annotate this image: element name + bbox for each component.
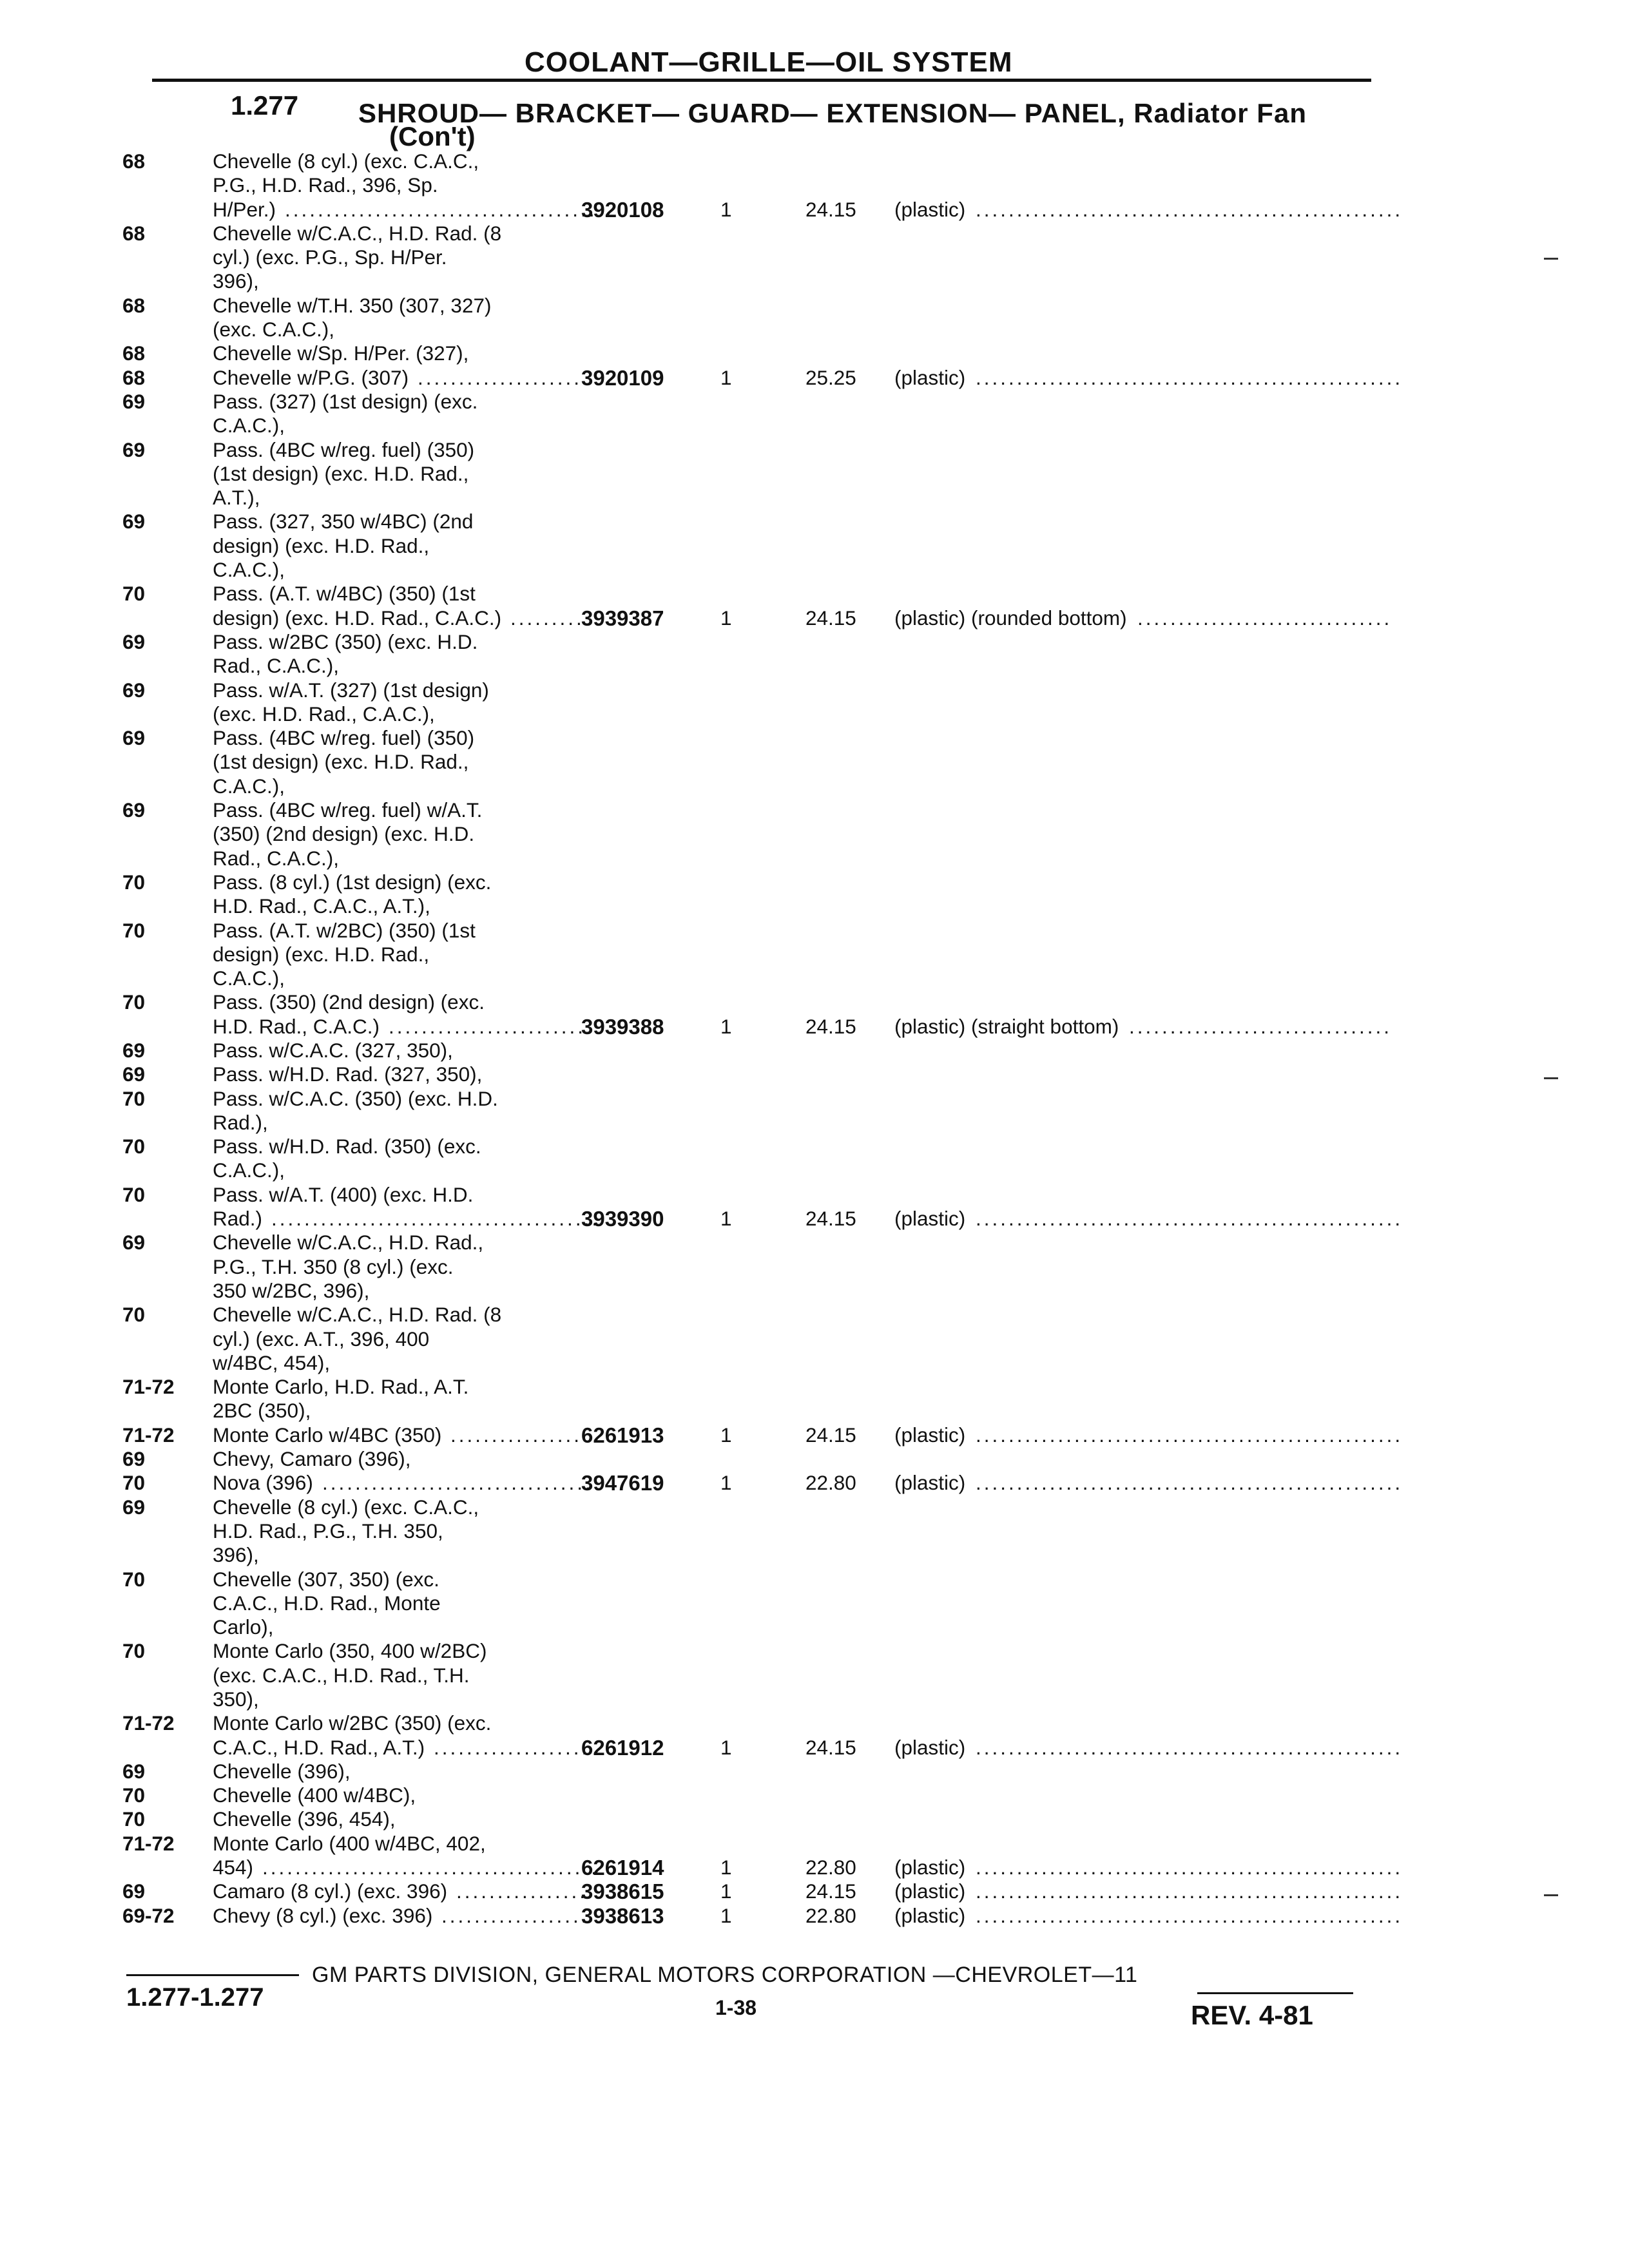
parts-row xyxy=(122,197,1403,222)
application-desc: Chevelle w/C.A.C., H.D. Rad. (8 xyxy=(213,1303,502,1327)
parts-row xyxy=(122,1615,1379,1639)
application-desc: Monte Carlo w/4BC (350) xyxy=(213,1423,442,1446)
dot-leader: ........................................ xyxy=(271,1207,601,1231)
parts-row xyxy=(122,1591,1379,1615)
remark: (plastic) xyxy=(894,1423,966,1446)
parts-row xyxy=(122,1327,1379,1351)
model-year: 71-72 xyxy=(122,1831,175,1855)
parts-row xyxy=(122,1879,1403,1904)
application-desc: 350 w/2BC, 396), xyxy=(213,1278,370,1302)
application-desc: Nova (396) xyxy=(213,1471,313,1495)
parts-row xyxy=(122,1255,1379,1279)
model-year: 69 xyxy=(122,1062,146,1086)
remark: (plastic) (straight bottom) xyxy=(894,1014,1119,1038)
parts-row xyxy=(122,1158,1379,1182)
application-desc: 350), xyxy=(213,1687,259,1711)
parts-row xyxy=(122,438,1379,462)
application-desc: Chevelle (400 w/4BC), xyxy=(213,1783,416,1807)
quantity: 1 xyxy=(720,1207,732,1231)
model-year: 70 xyxy=(122,582,146,606)
remark: (plastic) xyxy=(894,1903,966,1927)
application-desc: C.A.C.), xyxy=(213,774,285,798)
application-desc: Pass. w/C.A.C. (350) (exc. H.D. xyxy=(213,1086,498,1110)
parts-row xyxy=(122,1183,1379,1207)
parts-row xyxy=(122,222,1379,245)
application-desc: Monte Carlo (350, 400 w/2BC) xyxy=(213,1639,487,1663)
quantity: 1 xyxy=(720,1471,732,1495)
parts-row xyxy=(122,365,1403,390)
parts-row xyxy=(122,1471,1403,1495)
list-price: 22.80 xyxy=(805,1856,856,1879)
parts-row xyxy=(122,726,1379,750)
parts-row xyxy=(122,1711,1379,1735)
quantity: 1 xyxy=(720,197,732,221)
application-desc: H.D. Rad., P.G., T.H. 350, xyxy=(213,1519,443,1542)
application-desc: (exc. C.A.C., H.D. Rad., T.H. xyxy=(213,1663,470,1687)
model-year: 69 xyxy=(122,1759,146,1783)
part-number: 3920109 xyxy=(581,365,664,390)
dot-leader: ............................... xyxy=(1137,606,1393,629)
margin-mark xyxy=(1544,258,1558,260)
application-desc: Monte Carlo, H.D. Rad., A.T. xyxy=(213,1375,469,1399)
dot-leader: ................................ xyxy=(1129,1014,1393,1038)
application-desc: w/4BC, 454), xyxy=(213,1350,331,1374)
parts-row xyxy=(122,750,1379,774)
model-year: 71-72 xyxy=(122,1375,175,1399)
parts-row xyxy=(122,1375,1379,1399)
remark: (plastic) xyxy=(894,1856,966,1879)
model-year: 70 xyxy=(122,1471,146,1495)
quantity: 1 xyxy=(720,606,732,629)
application-desc: Pass. w/H.D. Rad. (327, 350), xyxy=(213,1062,483,1086)
application-desc: Chevelle w/Sp. H/Per. (327), xyxy=(213,341,469,365)
application-desc: C.A.C.), xyxy=(213,1158,285,1182)
parts-row xyxy=(122,630,1379,654)
application-desc: Pass. w/C.A.C. (327, 350), xyxy=(213,1038,453,1062)
application-desc: design) (exc. H.D. Rad., C.A.C.) xyxy=(213,606,502,629)
model-year: 69-72 xyxy=(122,1903,175,1927)
list-price: 24.15 xyxy=(805,606,856,629)
dot-leader: .................................................... xyxy=(976,1207,1403,1231)
application-desc: Rad., C.A.C.), xyxy=(213,654,340,678)
parts-row xyxy=(122,1495,1379,1519)
application-desc: cyl.) (exc. P.G., Sp. H/Per. xyxy=(213,245,447,269)
dot-leader: ........................ xyxy=(389,1014,586,1038)
parts-row xyxy=(122,1351,1379,1375)
model-year: 70 xyxy=(122,1567,146,1591)
application-desc: Chevelle (307, 350) (exc. xyxy=(213,1567,439,1591)
application-desc: Pass. w/2BC (350) (exc. H.D. xyxy=(213,629,478,653)
dot-leader: .................................................... xyxy=(976,1735,1403,1759)
model-year: 69 xyxy=(122,1447,146,1471)
footer-rule-right xyxy=(1197,1992,1353,1994)
application-desc: Pass. w/H.D. Rad. (350) (exc. xyxy=(213,1135,481,1158)
application-desc: Chevy, Camaro (396), xyxy=(213,1447,411,1471)
model-year: 68 xyxy=(122,341,146,365)
parts-row xyxy=(122,1543,1379,1567)
application-desc: C.A.C., H.D. Rad., Monte xyxy=(213,1591,441,1615)
parts-row xyxy=(122,1783,1379,1807)
application-desc: Rad.) xyxy=(213,1207,263,1231)
part-number: 6261914 xyxy=(581,1856,664,1880)
model-year: 69 xyxy=(122,678,146,702)
model-year: 70 xyxy=(122,1086,146,1110)
footer-rule-left xyxy=(126,1974,299,1976)
application-desc: design) (exc. H.D. Rad., xyxy=(213,533,430,557)
parts-row xyxy=(122,245,1379,269)
model-year: 70 xyxy=(122,990,146,1014)
application-desc: Carlo), xyxy=(213,1615,274,1639)
remark: (plastic) xyxy=(894,365,966,389)
part-number: 3938613 xyxy=(581,1903,664,1928)
part-number: 3947619 xyxy=(581,1471,664,1495)
application-desc: design) (exc. H.D. Rad., xyxy=(213,942,430,966)
parts-row xyxy=(122,1735,1403,1760)
part-number: 6261913 xyxy=(581,1423,664,1447)
application-desc: Chevelle w/C.A.C., H.D. Rad., xyxy=(213,1231,484,1254)
dot-leader: .................................................... xyxy=(976,1423,1403,1446)
list-price: 22.80 xyxy=(805,1471,856,1495)
parts-row xyxy=(122,1568,1379,1591)
parts-row xyxy=(122,1111,1379,1135)
application-desc: Rad., C.A.C.), xyxy=(213,846,340,870)
list-price: 24.15 xyxy=(805,197,856,221)
application-desc: H.D. Rad., C.A.C., A.T.), xyxy=(213,894,430,918)
list-price: 25.25 xyxy=(805,365,856,389)
parts-row xyxy=(122,1832,1379,1856)
parts-row xyxy=(122,654,1379,678)
remark: (plastic) xyxy=(894,1471,966,1495)
parts-row xyxy=(122,510,1379,533)
parts-row xyxy=(122,990,1379,1014)
model-year: 70 xyxy=(122,1783,146,1807)
remark: (plastic) xyxy=(894,1207,966,1231)
dot-leader: .................................................... xyxy=(976,1471,1403,1495)
parts-row xyxy=(122,870,1379,894)
parts-row xyxy=(122,606,1393,630)
parts-row xyxy=(122,678,1379,702)
application-desc: Chevelle w/P.G. (307) xyxy=(213,365,409,389)
list-price: 22.80 xyxy=(805,1903,856,1927)
remark: (plastic) xyxy=(894,1879,966,1903)
dot-leader: .................................................... xyxy=(976,365,1403,389)
list-price: 24.15 xyxy=(805,1879,856,1903)
parts-row xyxy=(122,486,1379,510)
dot-leader: ...................................... xyxy=(285,197,597,221)
section-continued: (Con't) xyxy=(389,121,476,151)
dot-leader: .................................................... xyxy=(976,1856,1403,1879)
parts-row xyxy=(122,390,1379,414)
parts-row xyxy=(122,894,1379,918)
parts-row xyxy=(122,1519,1379,1543)
part-number: 3939390 xyxy=(581,1207,664,1231)
list-price: 24.15 xyxy=(805,1014,856,1038)
parts-row xyxy=(122,1807,1379,1831)
application-desc: H/Per.) xyxy=(213,197,276,221)
quantity: 1 xyxy=(720,365,732,389)
model-year: 70 xyxy=(122,870,146,894)
dot-leader: ................................. xyxy=(322,1471,593,1495)
footer-section-ref: 1.277-1.277 xyxy=(126,1983,264,2012)
dot-leader: .................................................... xyxy=(976,197,1403,221)
page-header-title: COOLANT—GRILLE—OIL SYSTEM xyxy=(525,46,1013,78)
margin-mark xyxy=(1544,1894,1558,1896)
application-desc: Chevy (8 cyl.) (exc. 396) xyxy=(213,1903,433,1927)
list-price: 24.15 xyxy=(805,1423,856,1446)
parts-row xyxy=(122,1760,1379,1783)
application-desc: P.G., H.D. Rad., 396, Sp. xyxy=(213,173,438,197)
model-year: 69 xyxy=(122,1495,146,1519)
application-desc: (exc. H.D. Rad., C.A.C.), xyxy=(213,702,435,726)
application-desc: cyl.) (exc. A.T., 396, 400 xyxy=(213,1327,430,1350)
parts-row xyxy=(122,1687,1379,1711)
quantity: 1 xyxy=(720,1735,732,1759)
application-desc: C.A.C.), xyxy=(213,414,285,437)
application-desc: 2BC (350), xyxy=(213,1399,311,1423)
application-desc: Pass. (4BC w/reg. fuel) (350) xyxy=(213,726,475,750)
application-desc: Pass. (8 cyl.) (1st design) (exc. xyxy=(213,870,492,894)
footer-revision: REV. 4-81 xyxy=(1191,2000,1313,2030)
model-year: 70 xyxy=(122,1807,146,1831)
list-price: 24.15 xyxy=(805,1735,856,1759)
parts-row xyxy=(122,294,1379,318)
margin-mark xyxy=(1544,1077,1558,1079)
parts-row xyxy=(122,919,1379,943)
parts-row xyxy=(122,822,1379,846)
application-desc: Pass. (327) (1st design) (exc. xyxy=(213,389,478,413)
quantity: 1 xyxy=(720,1856,732,1879)
parts-row xyxy=(122,702,1379,726)
model-year: 68 xyxy=(122,221,146,245)
application-desc: C.A.C., H.D. Rad., A.T.) xyxy=(213,1735,425,1759)
application-desc: (1st design) (exc. H.D. Rad., xyxy=(213,461,469,485)
parts-row xyxy=(122,1135,1379,1158)
parts-row xyxy=(122,1207,1403,1231)
application-desc: Pass. w/A.T. (400) (exc. H.D. xyxy=(213,1182,474,1206)
quantity: 1 xyxy=(720,1014,732,1038)
parts-row xyxy=(122,582,1379,606)
model-year: 68 xyxy=(122,149,146,173)
application-desc: Pass. (4BC w/reg. fuel) w/A.T. xyxy=(213,798,483,822)
dot-leader: .................................................... xyxy=(976,1879,1403,1903)
application-desc: P.G., T.H. 350 (8 cyl.) (exc. xyxy=(213,1254,454,1278)
remark: (plastic) xyxy=(894,197,966,221)
parts-row xyxy=(122,1639,1379,1663)
application-desc: Chevelle (8 cyl.) (exc. C.A.C., xyxy=(213,149,479,173)
model-year: 68 xyxy=(122,365,146,389)
application-desc: (exc. C.A.C.), xyxy=(213,318,335,341)
parts-row xyxy=(122,1399,1379,1423)
application-desc: A.T.), xyxy=(213,486,260,510)
parts-row xyxy=(122,269,1379,293)
model-year: 69 xyxy=(122,510,146,533)
section-title: SHROUD— BRACKET— GUARD— EXTENSION— PANEL, Radiator Fan xyxy=(358,98,1307,128)
parts-row xyxy=(122,774,1379,798)
model-year: 69 xyxy=(122,1038,146,1062)
parts-row xyxy=(122,1447,1379,1471)
parts-row xyxy=(122,1039,1379,1062)
application-desc: Chevelle w/C.A.C., H.D. Rad. (8 xyxy=(213,221,502,245)
model-year: 69 xyxy=(122,1231,146,1254)
model-year: 69 xyxy=(122,726,146,750)
application-desc: Chevelle (8 cyl.) (exc. C.A.C., xyxy=(213,1495,479,1519)
quantity: 1 xyxy=(720,1903,732,1927)
application-desc: Pass. (A.T. w/4BC) (350) (1st xyxy=(213,582,476,606)
parts-list xyxy=(122,149,1403,1928)
parts-row xyxy=(122,173,1379,197)
dot-leader: ................ xyxy=(450,1423,583,1446)
parts-row xyxy=(122,798,1379,822)
quantity: 1 xyxy=(720,1879,732,1903)
application-desc: Pass. (4BC w/reg. fuel) (350) xyxy=(213,437,475,461)
dot-leader: ......... xyxy=(510,606,584,629)
model-year: 70 xyxy=(122,1303,146,1327)
model-year: 71-72 xyxy=(122,1423,175,1446)
remark: (plastic) (rounded bottom) xyxy=(894,606,1127,629)
application-desc: Pass. w/A.T. (327) (1st design) xyxy=(213,678,489,702)
part-number: 3939387 xyxy=(581,606,664,630)
application-desc: Camaro (8 cyl.) (exc. 396) xyxy=(213,1879,448,1903)
parts-row xyxy=(122,1279,1379,1303)
parts-row xyxy=(122,1423,1403,1447)
parts-row xyxy=(122,847,1379,870)
model-year: 69 xyxy=(122,1879,146,1903)
model-year: 69 xyxy=(122,629,146,653)
footer-publisher: GM PARTS DIVISION, GENERAL MOTORS CORPORATION —CHEVROLET—11 xyxy=(312,1963,1138,1987)
model-year: 69 xyxy=(122,798,146,822)
application-desc: Chevelle w/T.H. 350 (307, 327) xyxy=(213,293,492,317)
model-year: 70 xyxy=(122,1182,146,1206)
parts-row xyxy=(122,414,1379,437)
application-desc: Rad.), xyxy=(213,1110,268,1134)
parts-row xyxy=(122,1062,1379,1086)
section-number: 1.277 xyxy=(231,90,299,120)
parts-row xyxy=(122,462,1379,486)
application-desc: Monte Carlo (400 w/4BC, 402, xyxy=(213,1831,486,1855)
application-desc: Monte Carlo w/2BC (350) (exc. xyxy=(213,1711,492,1735)
parts-row xyxy=(122,558,1379,582)
model-year: 70 xyxy=(122,918,146,942)
application-desc: Chevelle (396), xyxy=(213,1759,351,1783)
dot-leader: ..................... xyxy=(418,365,590,389)
dot-leader: ................... xyxy=(434,1735,590,1759)
application-desc: 396), xyxy=(213,269,259,293)
parts-row xyxy=(122,1303,1379,1327)
parts-row xyxy=(122,318,1379,341)
parts-row xyxy=(122,1664,1379,1687)
part-number: 3920108 xyxy=(581,197,664,222)
application-desc: (350) (2nd design) (exc. H.D. xyxy=(213,822,475,846)
parts-row xyxy=(122,149,1379,173)
dot-leader: ......................................... xyxy=(262,1856,599,1879)
parts-row xyxy=(122,1231,1379,1254)
parts-row xyxy=(122,1014,1393,1039)
list-price: 24.15 xyxy=(805,1207,856,1231)
parts-row xyxy=(122,341,1379,365)
part-number: 6261912 xyxy=(581,1735,664,1760)
application-desc: Chevelle (396, 454), xyxy=(213,1807,396,1831)
model-year: 69 xyxy=(122,389,146,413)
application-desc: C.A.C.), xyxy=(213,966,285,990)
application-desc: 396), xyxy=(213,1543,259,1567)
quantity: 1 xyxy=(720,1423,732,1446)
parts-row xyxy=(122,1087,1379,1111)
parts-row xyxy=(122,966,1379,990)
application-desc: (1st design) (exc. H.D. Rad., xyxy=(213,750,469,774)
header-rule xyxy=(152,79,1371,82)
footer-page-number: 1-38 xyxy=(715,1996,757,2019)
dot-leader: .................. xyxy=(441,1903,590,1927)
application-desc: Pass. (350) (2nd design) (exc. xyxy=(213,990,485,1014)
model-year: 69 xyxy=(122,437,146,461)
application-desc: Pass. (327, 350 w/4BC) (2nd xyxy=(213,510,474,533)
model-year: 68 xyxy=(122,293,146,317)
parts-row xyxy=(122,1856,1403,1880)
part-number: 3939388 xyxy=(581,1014,664,1039)
parts-row xyxy=(122,1903,1403,1928)
remark: (plastic) xyxy=(894,1735,966,1759)
dot-leader: .................................................... xyxy=(976,1903,1403,1927)
model-year: 70 xyxy=(122,1639,146,1663)
model-year: 71-72 xyxy=(122,1711,175,1735)
application-desc: H.D. Rad., C.A.C.) xyxy=(213,1014,380,1038)
part-number: 3938615 xyxy=(581,1879,664,1904)
application-desc: Pass. (A.T. w/2BC) (350) (1st xyxy=(213,918,476,942)
application-desc: 454) xyxy=(213,1856,254,1879)
parts-row xyxy=(122,943,1379,966)
parts-row xyxy=(122,534,1379,558)
model-year: 70 xyxy=(122,1135,146,1158)
application-desc: C.A.C.), xyxy=(213,558,285,582)
dot-leader: ................ xyxy=(456,1879,588,1903)
